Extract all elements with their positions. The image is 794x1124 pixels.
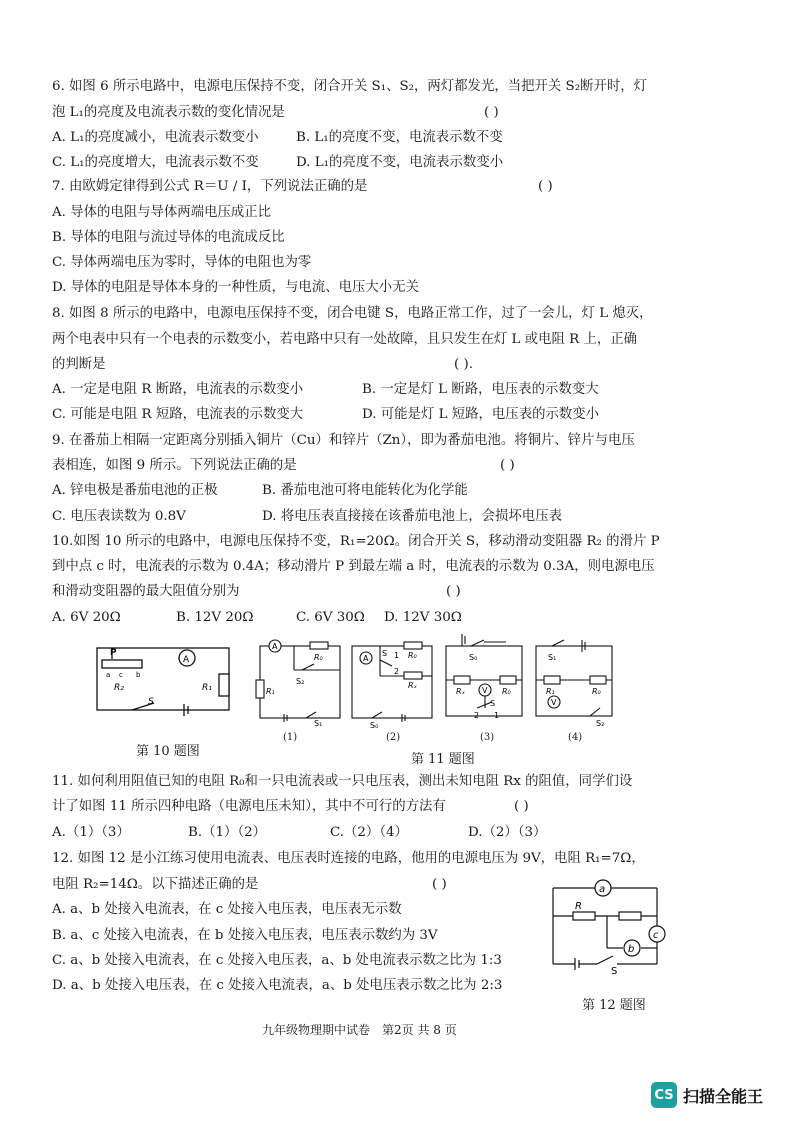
- q9-option-d: D. 将电压表直接接在该番茄电池上，会损坏电压表: [262, 509, 562, 524]
- figure-11-circuits: [256, 636, 616, 728]
- q8-line2: 两个电表中只有一个电表的示数变小，若电路中只有一处故障，且只发生在灯 L 或电阻 R 上，正确: [52, 332, 638, 347]
- q6-option-d: D. L₁的亮度不变，电流表示数变小: [296, 155, 504, 170]
- fig11-c2-rx: Rₓ: [408, 681, 418, 690]
- fig12-meter-a: a: [599, 884, 606, 895]
- q10-option-b: B. 12V 20Ω: [176, 610, 254, 625]
- q7-option-a: A. 导体的电阻与导体两端电压成正比: [52, 205, 272, 220]
- q11-line1: 11. 如何利用阻值已知的电阻 R₀和一只电流表或一只电压表，测出未知电阻 Rx 的阻值，同学们设: [52, 774, 633, 789]
- page-footer: 九年级物理期中试卷 第2页 共 8 页: [262, 1023, 457, 1037]
- fig11-c3-pos2: 2: [474, 711, 480, 720]
- fig11-c2-r0: R₀: [408, 651, 417, 660]
- figure-10-circuit: [92, 640, 242, 720]
- fig12-label-r: R: [575, 901, 582, 912]
- q12-option-a: A. a、b 处接入电流表，在 c 处接入电压表，电压表无示数: [52, 902, 402, 917]
- fig11-c2-pos2: 2: [394, 667, 400, 676]
- fig11-c2-s0: S₀: [370, 721, 379, 730]
- q7-option-d: D. 导体的电阻是导体本身的一种性质，与电流、电压大小无关: [52, 280, 419, 295]
- q8-option-c: C. 可能是电阻 R 短路，电流表的示数变大: [52, 407, 304, 422]
- fig10-label-r1: R₁: [202, 683, 212, 693]
- q6-line1: 6. 如图 6 所示电路中，电源电压保持不变，闭合开关 S₁、S₂，两灯都发光，当把开关 S₂断开时，灯: [52, 79, 648, 94]
- figure-12-caption: 第 12 题图: [582, 998, 646, 1013]
- q11-option-a: A.（1）（3）: [52, 825, 130, 840]
- fig11-c2-ammeter: A: [363, 654, 369, 663]
- fig11-c3-s0: S₀: [469, 653, 478, 662]
- fig11-c3-pos1: 1: [494, 711, 500, 720]
- q6-option-c: C. L₁的亮度增大，电流表示数不变: [52, 155, 259, 170]
- q8-option-b: B. 一定是灯 L 断路，电压表的示数变大: [362, 382, 599, 397]
- q10-line3: 和滑动变阻器的最大阻值分别为: [52, 584, 240, 599]
- fig11-c1-r1: R₁: [266, 687, 275, 696]
- q6-answer-paren: ( ): [484, 105, 499, 120]
- q8-option-a: A. 一定是电阻 R 断路，电流表的示数变小: [52, 382, 304, 397]
- fig11-c2-s: S: [382, 649, 388, 658]
- camscanner-brand-text: 扫描全能王: [683, 1086, 764, 1106]
- q6-option-b: B. L₁的亮度不变，电流表示数不变: [296, 130, 503, 145]
- fig11-label-1: (1): [283, 732, 298, 743]
- q11-option-b: B.（1）（2）: [188, 825, 266, 840]
- q11-line2: 计了如图 11 所示四种电路（电源电压未知），其中不可行的方法有: [52, 799, 446, 814]
- fig11-c1-ammeter: A: [272, 642, 278, 651]
- q8-option-d: D. 可能是灯 L 短路，电压表的示数变小: [362, 407, 600, 422]
- fig11-c4-voltmeter: V: [551, 698, 557, 707]
- q6-option-a: A. L₁的亮度减小，电流表示数变小: [52, 130, 259, 145]
- q10-option-c: C. 6V 30Ω: [296, 610, 365, 625]
- fig12-meter-b: b: [628, 944, 635, 955]
- fig11-c4-r1: R₁: [546, 687, 555, 696]
- fig11-c4-s2: S₂: [596, 719, 605, 728]
- q8-line3: 的判断是: [52, 357, 106, 372]
- fig11-c3-rx: Rₓ: [456, 687, 466, 696]
- fig10-label-b: b: [136, 671, 141, 679]
- q9-line1: 9. 在番茄上相隔一定距离分别插入铜片（Cu）和锌片（Zn），即为番茄电池。将铜片、锌片与电压: [52, 433, 635, 448]
- fig10-label-c: c: [119, 671, 123, 679]
- q9-option-c: C. 电压表读数为 0.8V: [52, 509, 186, 524]
- scanner-watermark: [651, 1080, 763, 1110]
- fig12-meter-c: c: [653, 930, 659, 941]
- fig11-c3-s: S: [490, 699, 496, 708]
- fig10-label-r2: R₂: [114, 683, 124, 693]
- fig11-label-2: (2): [386, 732, 401, 743]
- fig11-label-4: (4): [568, 732, 583, 743]
- figure-10-caption: 第 10 题图: [136, 744, 200, 759]
- camscanner-logo-icon: CS: [651, 1082, 677, 1108]
- q9-option-b: B. 番茄电池可将电能转化为化学能: [262, 483, 468, 498]
- q7-option-b: B. 导体的电阻与流过导体的电流成反比: [52, 230, 285, 245]
- q9-option-a: A. 锌电极是番茄电池的正极: [52, 483, 218, 498]
- fig10-label-a: a: [106, 671, 111, 679]
- figure-12-circuit: [545, 876, 675, 976]
- q12-option-d: D. a、b 处接入电压表，在 c 处接入电流表，a、b 处电压表示数之比为 2:3: [52, 978, 503, 993]
- fig10-label-p: P: [110, 648, 117, 658]
- q12-answer-paren: ( ): [432, 877, 447, 892]
- q10-line2: 到中点 c 时，电流表的示数为 0.4A；移动滑片 P 到最左端 a 时，电流表的示数为 0.3A，则电源电压: [52, 559, 655, 574]
- q11-option-d: D.（2）（3）: [468, 825, 547, 840]
- fig12-label-s: S: [611, 966, 618, 977]
- fig11-c1-r0: R₀: [314, 653, 323, 662]
- q8-line1: 8. 如图 8 所示的电路中，电源电压保持不变，闭合电键 S，电路正常工作，过了一会儿，灯 L 熄灭，: [52, 306, 653, 321]
- q12-option-c: C. a、b 处接入电流表，在 c 处接入电压表，a、b 处电流表示数之比为 1:3: [52, 953, 502, 968]
- fig11-c2-pos1: 1: [394, 651, 400, 660]
- fig11-c3-voltmeter: V: [482, 686, 488, 695]
- fig11-c1-s2: S₂: [296, 677, 305, 686]
- fig11-c1-s1: S₁: [314, 719, 323, 728]
- q12-line2: 电阻 R₂=14Ω。以下描述正确的是: [52, 877, 259, 892]
- q12-option-b: B. a、c 处接入电流表，在 b 处接入电压表，电压表示数约为 3V: [52, 928, 438, 943]
- q10-answer-paren: ( ): [446, 584, 461, 599]
- q10-line1: 10.如图 10 所示的电路中，电源电压保持不变，R₁=20Ω。闭合开关 S，移动滑动变阻器 R₂ 的滑片 P: [52, 534, 660, 549]
- q7-option-c: C. 导体两端电压为零时，导体的电阻也为零: [52, 255, 312, 270]
- fig10-ammeter-label: A: [183, 655, 190, 665]
- fig11-c3-r0: R₀: [502, 687, 511, 696]
- q9-answer-paren: ( ): [500, 458, 515, 473]
- fig10-label-s: S: [148, 697, 154, 707]
- q10-option-d: D. 12V 30Ω: [384, 610, 462, 625]
- q11-answer-paren: ( ): [514, 799, 529, 814]
- fig11-label-3: (3): [480, 732, 495, 743]
- q7-line1: 7. 由欧姆定律得到公式 R＝U / I，下列说法正确的是: [52, 179, 368, 194]
- q6-line2: 泡 L₁的亮度及电流表示数的变化情况是: [52, 105, 285, 120]
- q8-answer-paren: ( ).: [454, 357, 473, 372]
- figure-11-caption: 第 11 题图: [411, 752, 475, 767]
- q12-line1: 12. 如图 12 是小江练习使用电流表、电压表时连接的电路，他用的电源电压为 9V，电阻 R₁=7Ω，: [52, 851, 645, 866]
- q10-option-a: A. 6V 20Ω: [52, 610, 121, 625]
- fig11-c4-s1: S₁: [548, 653, 557, 662]
- fig11-c4-r0: R₀: [592, 687, 601, 696]
- q9-line2: 表相连，如图 9 所示。下列说法正确的是: [52, 458, 297, 473]
- q7-answer-paren: ( ): [538, 179, 553, 194]
- q11-option-c: C.（2）（4）: [330, 825, 408, 840]
